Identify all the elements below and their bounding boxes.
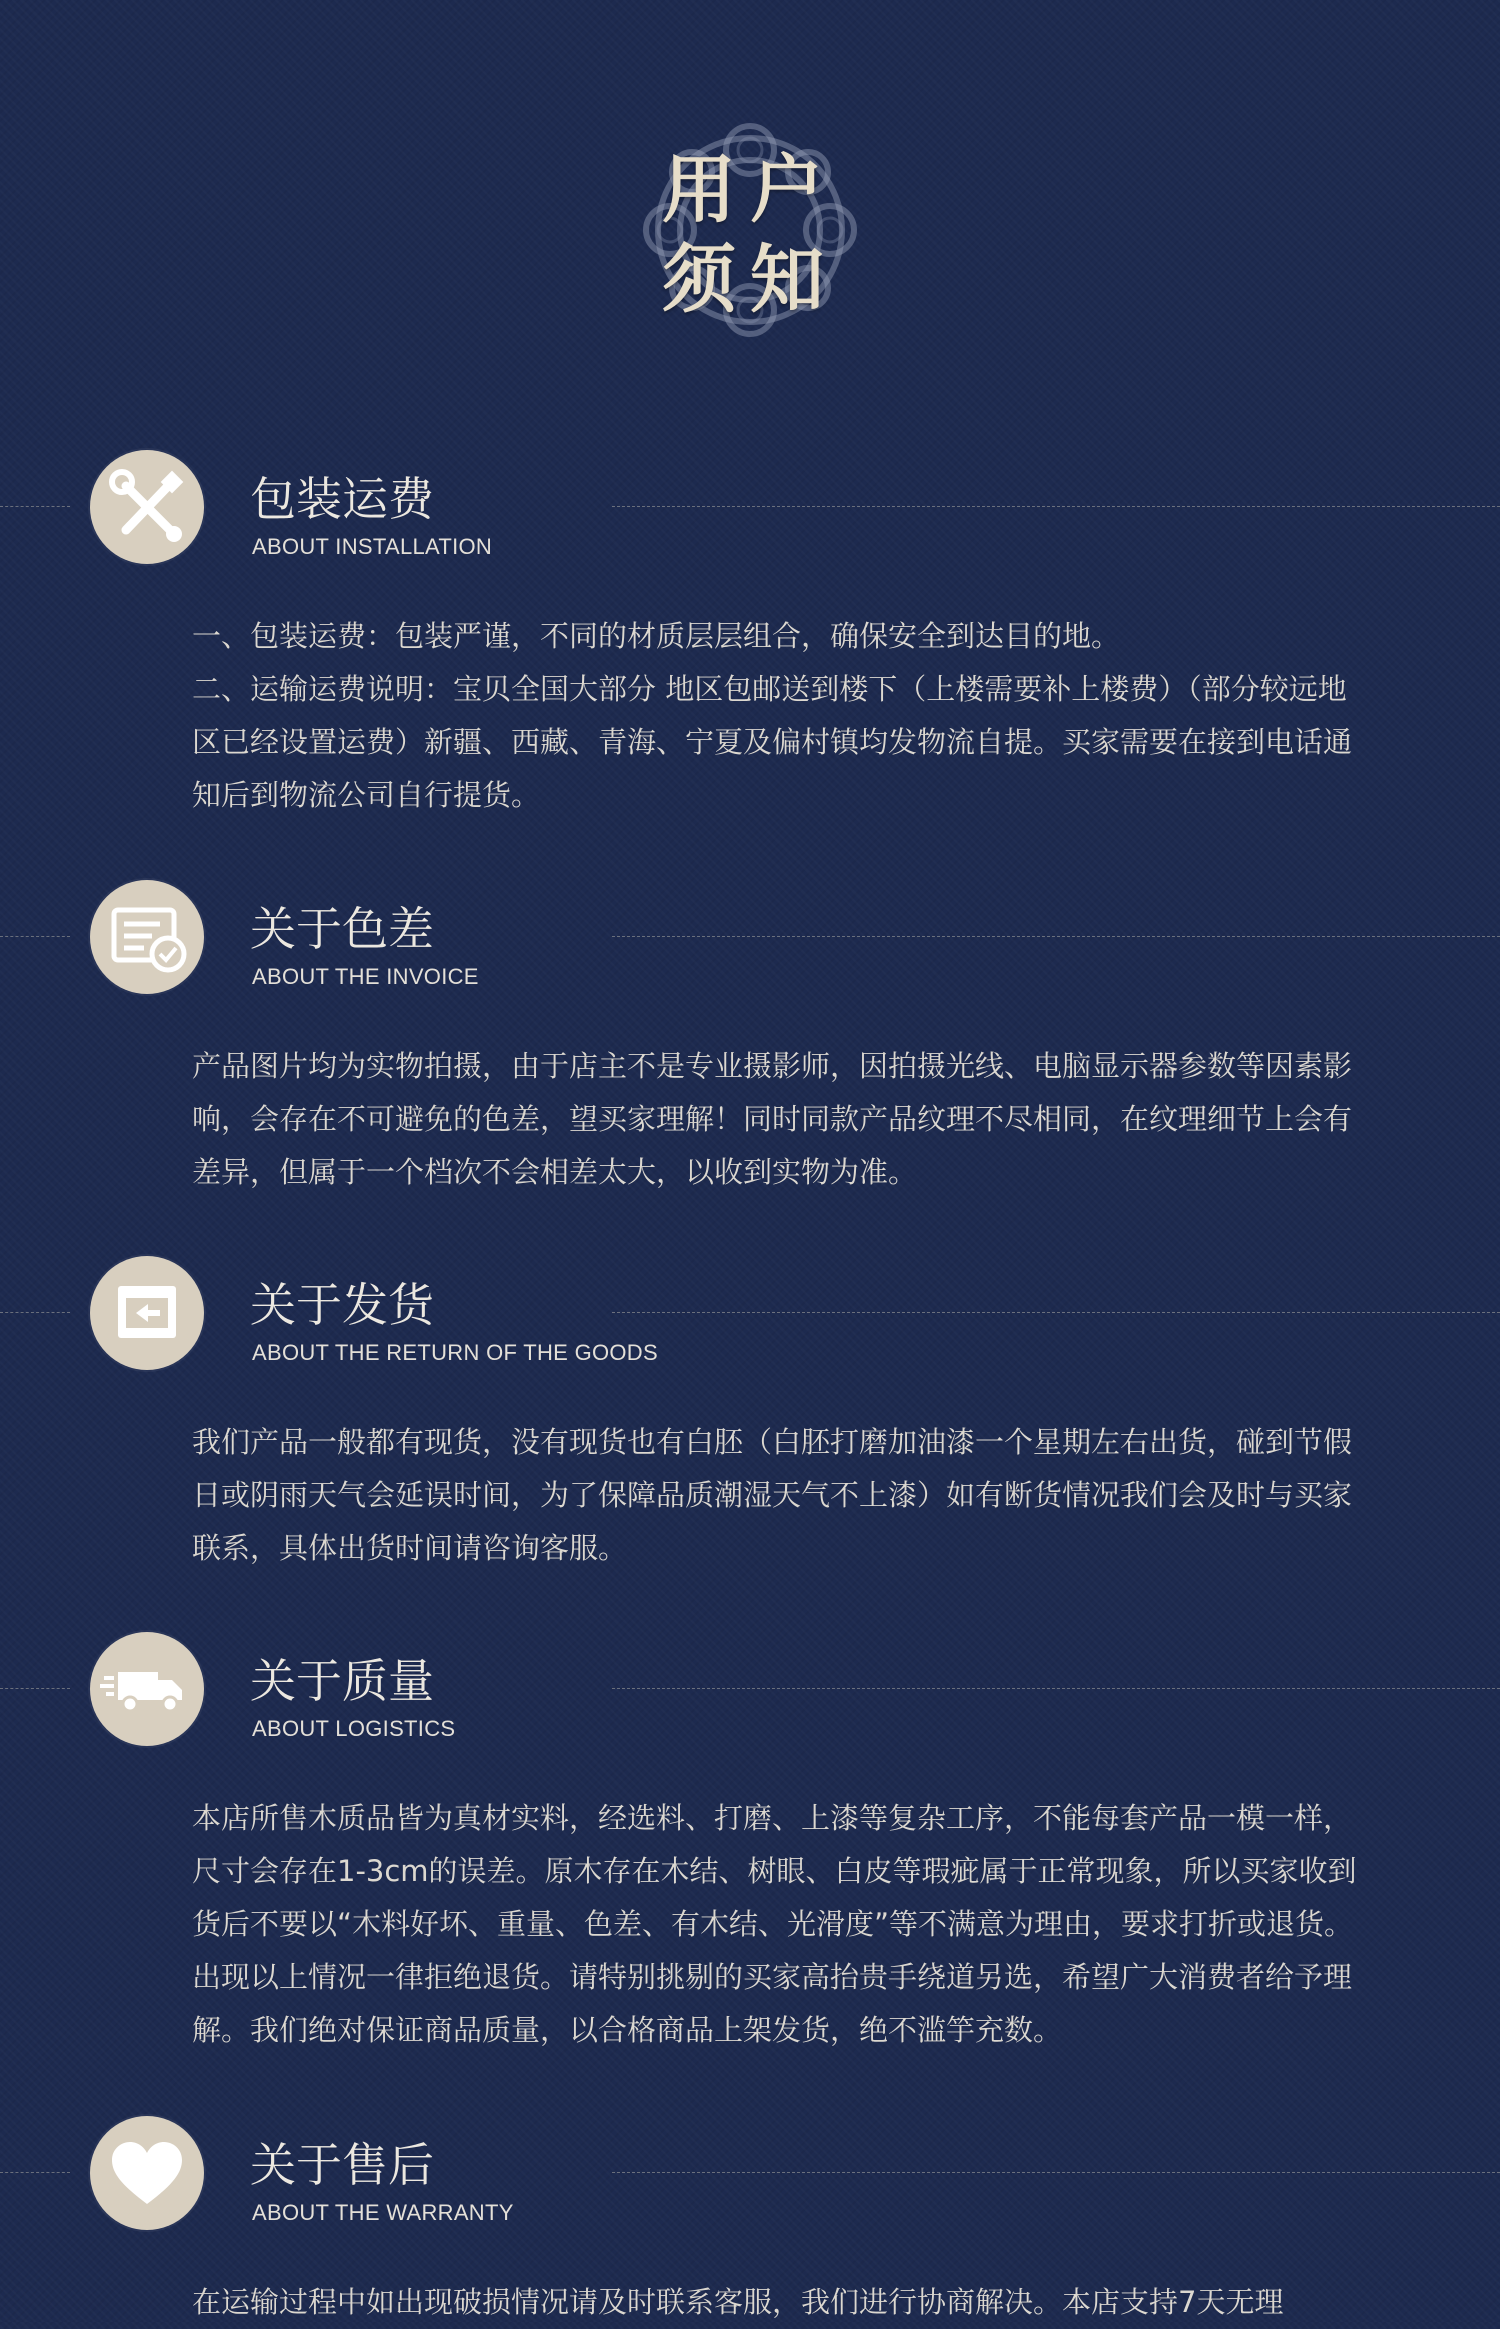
section-subtitle: ABOUT INSTALLATION — [252, 534, 493, 559]
section-icon — [90, 1632, 204, 1746]
divider-right — [612, 936, 1500, 937]
divider-left — [0, 1312, 70, 1313]
page-title-line2: 须知 — [662, 237, 838, 323]
section-subtitle: ABOUT THE RETURN OF THE GOODS — [252, 1340, 658, 1365]
section-paragraph: 一、包装运费：包装严谨，不同的材质层层组合，确保安全到达目的地。 — [192, 619, 1121, 653]
page-title — [630, 145, 870, 325]
title-emblem — [630, 110, 870, 350]
section-paragraph: 在运输过程中如出现破损情况请及时联系客服，我们进行协商解决。本店支持7天无理 — [192, 2285, 1284, 2319]
divider-right — [612, 2172, 1500, 2173]
divider-right — [612, 1312, 1500, 1313]
section-title: 关于色差 — [250, 902, 434, 956]
section-subtitle: ABOUT LOGISTICS — [252, 1716, 456, 1741]
section-body — [192, 1792, 1372, 2057]
divider-left — [0, 506, 70, 507]
page-title-line1: 用户 — [662, 147, 838, 233]
truck-icon — [90, 1632, 204, 1746]
section-title: 关于售后 — [250, 2138, 434, 2192]
section-body — [192, 1040, 1372, 1199]
section-icon — [90, 2116, 204, 2230]
section-title: 关于质量 — [250, 1654, 434, 1708]
section-body — [192, 610, 1372, 822]
divider-left — [0, 2172, 70, 2173]
tools-icon — [90, 450, 204, 564]
section-paragraph: 我们产品一般都有现货，没有现货也有白胚（白胚打磨加油漆一个星期左右出货，碰到节假日或阴雨天气会延误时间，为了保障品质潮湿天气不上漆）如有断货情况我们会及时与买家联系，具体出货时间请咨询客服。 — [192, 1425, 1353, 1565]
section-title: 关于发货 — [250, 1278, 434, 1332]
section-body — [192, 1416, 1372, 1575]
section-title: 包装运费 — [250, 472, 434, 526]
section-icon — [90, 880, 204, 994]
section-paragraph: 二、运输运费说明：宝贝全国大部分 地区包邮送到楼下（上楼需要补上楼费）（部分较远地区已经设置运费）新疆、西藏、青海、宁夏及偏村镇均发物流自提。买家需要在接到电话通知后到物流公司自行提货。 — [192, 672, 1353, 812]
heart-icon — [90, 2116, 204, 2230]
invoice-icon — [90, 880, 204, 994]
divider-left — [0, 936, 70, 937]
section-paragraph: 产品图片均为实物拍摄，由于店主不是专业摄影师，因拍摄光线、电脑显示器参数等因素影响，会存在不可避免的色差，望买家理解！同时同款产品纹理不尽相同，在纹理细节上会有差异，但属于一个档次不会相差太大，以收到实物为准。 — [192, 1049, 1353, 1189]
section-icon — [90, 450, 204, 564]
divider-left — [0, 1688, 70, 1689]
divider-right — [612, 1688, 1500, 1689]
divider-right — [612, 506, 1500, 507]
section-paragraph: 本店所售木质品皆为真材实料，经选料、打磨、上漆等复杂工序，不能每套产品一模一样，尺寸会存在1-3cm的误差。原木存在木结、树眼、白皮等瑕疵属于正常现象，所以买家收到货后不要以“木料好坏、重量、色差、有木结、光滑度”等不满意为理由，要求打折或退货。出现以上情况一律拒绝退货。请特别挑剔的买家高抬贵手绕道另选，希望广大消费者给予理解。我们绝对保证商品质量，以合格商品上架发货，绝不滥竽充数。 — [192, 1801, 1357, 2047]
return-box-icon — [90, 1256, 204, 1370]
section-subtitle: ABOUT THE INVOICE — [252, 964, 479, 989]
section-subtitle: ABOUT THE WARRANTY — [252, 2200, 514, 2225]
section-body — [192, 2276, 1372, 2329]
section-icon — [90, 1256, 204, 1370]
